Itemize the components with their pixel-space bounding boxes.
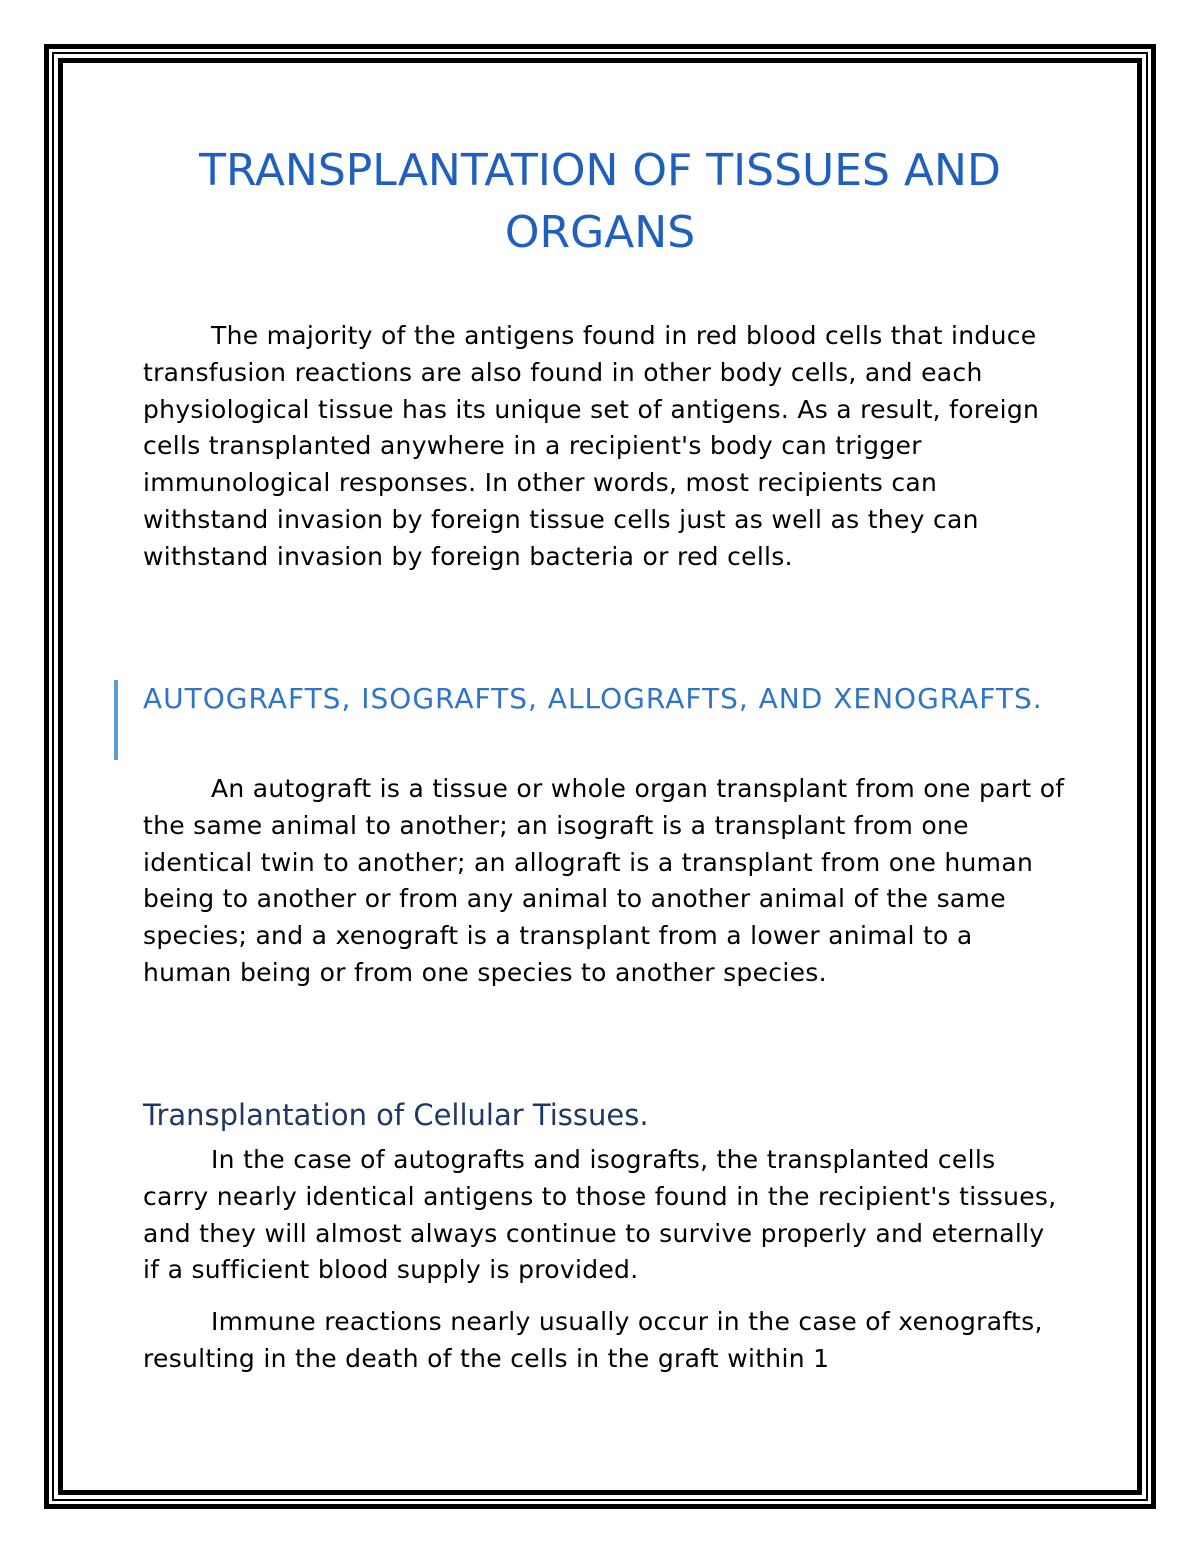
section-heading-grafts: AUTOGRAFTS, ISOGRAFTS, ALLOGRAFTS, AND XENOGRAFTS. <box>143 682 1043 715</box>
heading-accent-bar <box>114 680 118 760</box>
cellular-tissues-paragraph-1: In the case of autografts and isografts, the transplanted cells carry nearly identical antigens to those found in the recipient's tissues, and they will almost always continue to survive properly and eternally if a sufficient blood supply is provided. <box>143 1145 1057 1285</box>
grafts-paragraph: An autograft is a tissue or whole organ transplant from one part of the same animal to another; an isograft is a transplant from one identical twin to another; an allograft is a transplant from one human being to another or from any animal to another animal of the same species; and a xenograft is a transplant from a lower animal to a human being or from one species to another species. <box>143 774 1065 987</box>
intro-paragraph: The majority of the antigens found in red blood cells that induce transfusion reactions are also found in other body cells, and each physiological tissue has its unique set of antigens. As a result, foreign cells transplanted anywhere in a recipient's body can trigger immunological responses. In other words, most recipients can withstand invasion by foreign tissue cells just as well as they can withstand invasion by foreign bacteria or red cells. <box>143 321 1040 571</box>
section-heading-cellular-tissues: Transplantation of Cellular Tissues. <box>143 1098 649 1132</box>
document-title: TRANSPLANTATION OF TISSUES AND ORGANS <box>199 145 1001 258</box>
cellular-tissues-paragraph-2: Immune reactions nearly usually occur in the case of xenografts, resulting in the death of the cells in the graft within 1 <box>143 1307 1043 1373</box>
